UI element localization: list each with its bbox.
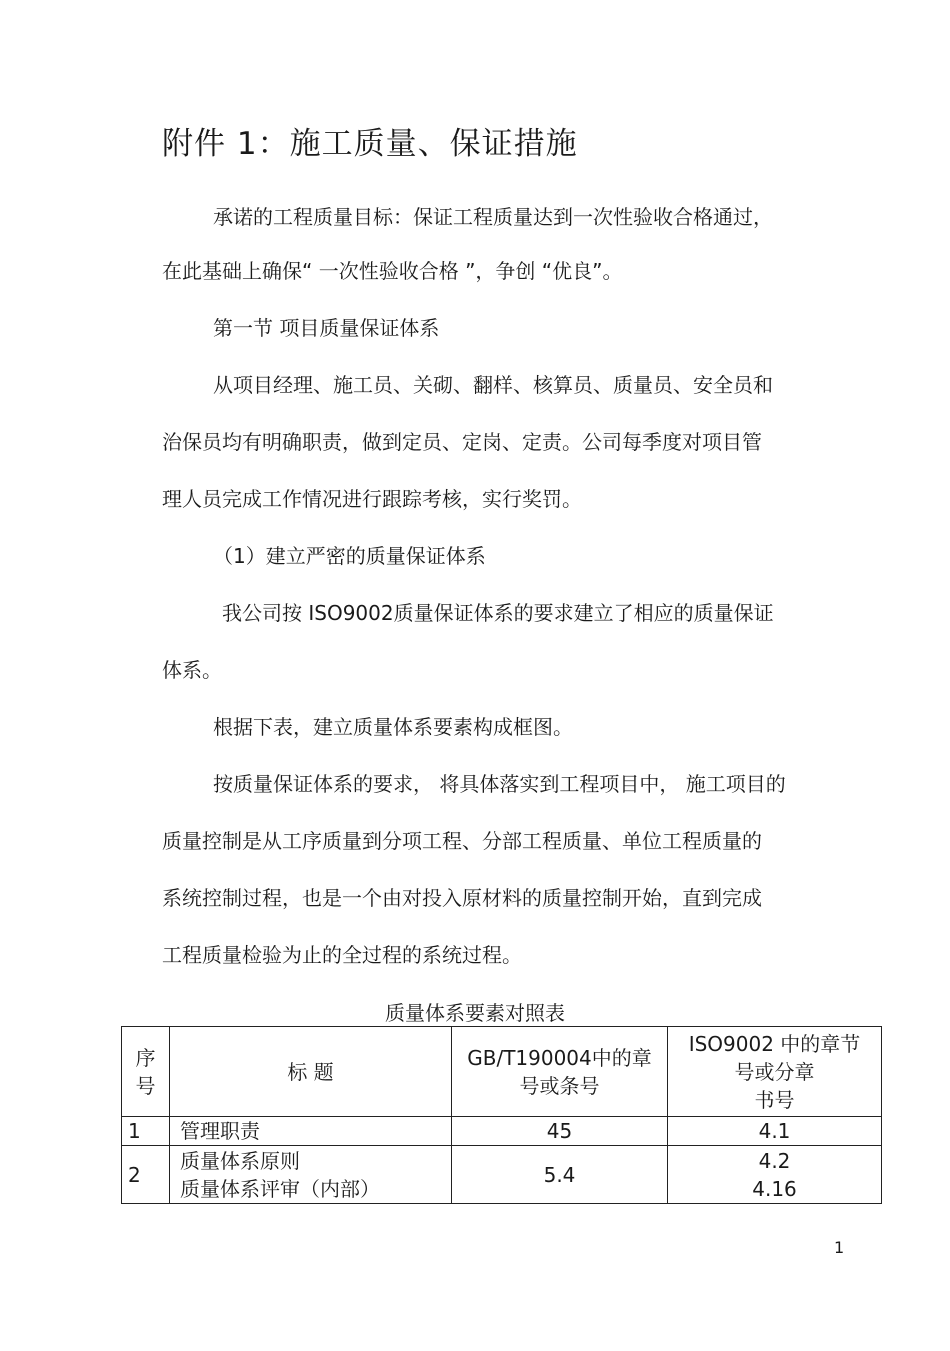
paragraph-line: 理人员完成工作情况进行跟踪考核，实行奖罚。 [162, 487, 582, 511]
paragraph-line: 治保员均有明确职责，做到定员、定岗、定责。公司每季度对项目管 [162, 430, 762, 454]
cell-gb: 5.4 [452, 1146, 668, 1204]
header-title: 标 题 [170, 1027, 452, 1117]
cell-seq: 1 [122, 1117, 170, 1146]
paragraph-line: 在此基础上确保“ 一次性验收合格 ”，争创 “优良”。 [162, 259, 623, 283]
cell-title: 管理职责 [170, 1117, 452, 1146]
cell-title: 质量体系原则 质量体系评审（内部） [170, 1146, 452, 1204]
section-heading: 第一节 项目质量保证体系 [213, 316, 440, 340]
paragraph-line: 工程质量检验为止的全过程的系统过程。 [162, 943, 522, 967]
table-row [122, 1117, 882, 1146]
paragraph-line: 我公司按 ISO9002质量保证体系的要求建立了相应的质量保证 [222, 601, 774, 625]
paragraph-line: 承诺的工程质量目标：保证工程质量达到一次性验收合格通过， [213, 205, 773, 229]
header-seq: 序 号 [122, 1027, 170, 1117]
cell-seq: 2 [122, 1146, 170, 1204]
paragraph-line: 系统控制过程，也是一个由对投入原材料的质量控制开始，直到完成 [162, 886, 762, 910]
paragraph-line: 从项目经理、施工员、关砌、翻样、核算员、质量员、安全员和 [213, 373, 773, 397]
subsection-heading: （1）建立严密的质量保证体系 [213, 544, 486, 568]
cell-iso: 4.1 [668, 1117, 882, 1146]
paragraph-line: 按质量保证体系的要求， 将具体落实到工程项目中， 施工项目的 [213, 772, 786, 796]
header-iso: ISO9002 中的章节 号或分章 书号 [668, 1027, 882, 1117]
table-row [122, 1146, 882, 1204]
table-header-row [122, 1027, 882, 1117]
paragraph-line: 体系。 [162, 658, 222, 682]
quality-elements-table [121, 1026, 882, 1204]
paragraph-line: 根据下表，建立质量体系要素构成框图。 [213, 715, 573, 739]
cell-iso: 4.2 4.16 [668, 1146, 882, 1204]
page-number: 1 [834, 1238, 845, 1257]
table-caption: 质量体系要素对照表 [385, 1001, 565, 1025]
cell-gb: 45 [452, 1117, 668, 1146]
page-title: 附件 1：施工质量、保证措施 [162, 126, 578, 162]
header-gb: GB/T190004中的章 号或条号 [452, 1027, 668, 1117]
paragraph-line: 质量控制是从工序质量到分项工程、分部工程质量、单位工程质量的 [162, 829, 762, 853]
